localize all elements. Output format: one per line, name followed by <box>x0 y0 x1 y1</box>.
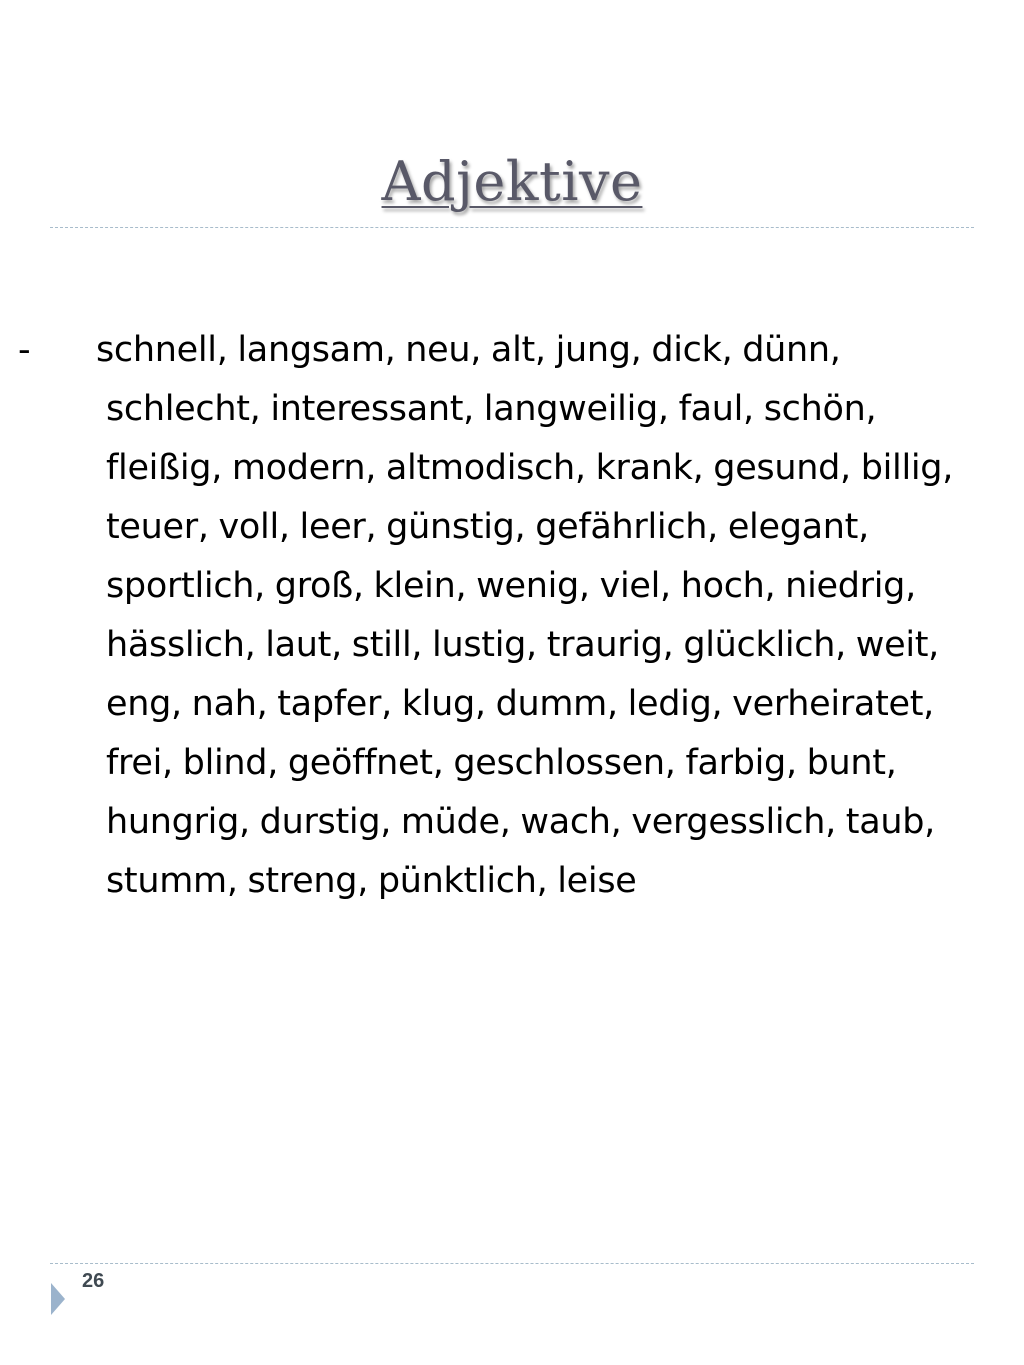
page-number: 26 <box>82 1270 105 1292</box>
bullet-item <box>18 321 972 911</box>
adjective-list: schnell, langsam, neu, alt, jung, dick, dünn, schlecht, interessant, langweilig, faul, schön, fleißig, modern, altmodisch, krank, gesund, billig, teuer, voll, leer, günstig, gefährlich, elegant, sportlich, groß, klein, wenig, viel, hoch, niedrig, hässlich, laut, still, lustig, traurig, glücklich, weit, eng, nah, tapfer, klug, dumm, ledig, verheiratet, frei, blind, geöffnet, geschlossen, farbig, bunt, hungrig, durstig, müde, wach, vergesslich, taub, stumm, streng, pünktlich, leise <box>96 330 954 901</box>
triangle-right-icon[interactable] <box>50 1282 66 1316</box>
footer-divider <box>50 1263 974 1264</box>
slide-body <box>18 321 972 911</box>
slide-title: Adjektive <box>381 150 643 213</box>
title-divider <box>50 227 974 228</box>
bullet-marker: - <box>18 330 31 370</box>
